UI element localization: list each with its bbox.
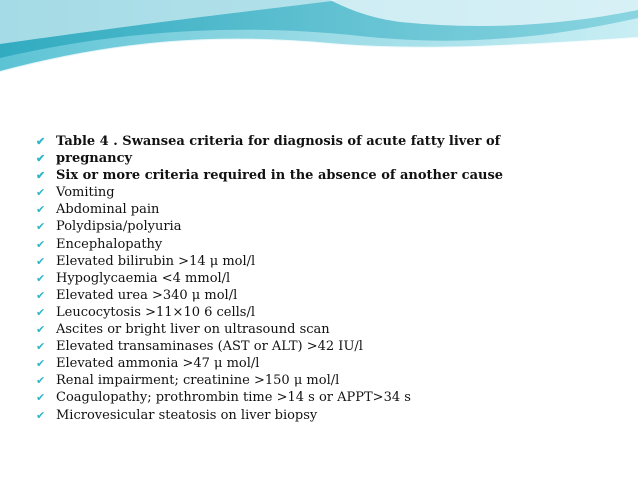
list-item [36, 270, 626, 287]
check-bullet-icon: ✔ [36, 408, 46, 422]
check-bullet-icon: ✔ [36, 220, 46, 234]
list-item-text: Ascites or bright liver on ultrasound scan [56, 322, 330, 338]
list-item-text: Elevated ammonia >47 μ mol/l [56, 356, 260, 372]
list-item [36, 253, 626, 270]
list-item [36, 355, 626, 372]
list-item [36, 287, 626, 304]
list-item [36, 133, 626, 150]
check-bullet-icon: ✔ [36, 203, 46, 217]
list-item-text: Elevated urea >340 μ mol/l [56, 287, 238, 303]
list-item-text: Coagulopathy; prothrombin time >14 s or APPT>34 s [56, 390, 411, 406]
check-bullet-icon: ✔ [36, 254, 46, 268]
check-bullet-icon: ✔ [36, 305, 46, 319]
check-bullet-icon: ✔ [36, 323, 46, 337]
list-item-text: Encephalopathy [56, 236, 163, 252]
list-item-text: Vomiting [56, 185, 115, 201]
list-item-text: Elevated bilirubin >14 μ mol/l [56, 253, 256, 269]
list-item [36, 184, 626, 201]
check-bullet-icon: ✔ [36, 169, 46, 183]
list-item-text: Hypoglycaemia <4 mmol/l [56, 270, 231, 286]
check-bullet-icon: ✔ [36, 186, 46, 200]
list-item [36, 218, 626, 235]
check-bullet-icon: ✔ [36, 357, 46, 371]
check-bullet-icon: ✔ [36, 237, 46, 251]
list-item-text: Polydipsia/polyuria [56, 219, 182, 235]
check-bullet-icon: ✔ [36, 288, 46, 302]
list-item [36, 372, 626, 389]
check-bullet-icon: ✔ [36, 152, 46, 166]
list-item [36, 407, 626, 424]
list-item [36, 150, 626, 167]
list-item-text: Microvesicular steatosis on liver biopsy [56, 407, 318, 423]
list-item-text: Elevated transaminases (AST or ALT) >42 IU/l [56, 339, 363, 355]
list-item-text: Six or more criteria required in the absence of another cause [56, 168, 504, 184]
list-item [36, 304, 626, 321]
list-item-text: Leucocytosis >11×10 6 cells/l [56, 304, 256, 320]
check-bullet-icon: ✔ [36, 135, 46, 148]
list-item [36, 201, 626, 218]
header-wave-decoration [0, 0, 638, 100]
list-item-text: Table 4 . Swansea criteria for diagnosis of acute fatty liver of [56, 134, 501, 149]
list-item-text: Abdominal pain [56, 202, 160, 218]
list-item [36, 389, 626, 406]
list-item [36, 236, 626, 253]
check-bullet-icon: ✔ [36, 374, 46, 388]
list-item-text: pregnancy [56, 151, 133, 167]
criteria-list [36, 133, 626, 424]
list-item [36, 167, 626, 184]
check-bullet-icon: ✔ [36, 271, 46, 285]
list-item [36, 321, 626, 338]
check-bullet-icon: ✔ [36, 391, 46, 405]
slide-content [36, 133, 626, 424]
list-item [36, 338, 626, 355]
list-item-text: Renal impairment; creatinine >150 μ mol/l [56, 373, 340, 389]
check-bullet-icon: ✔ [36, 340, 46, 354]
